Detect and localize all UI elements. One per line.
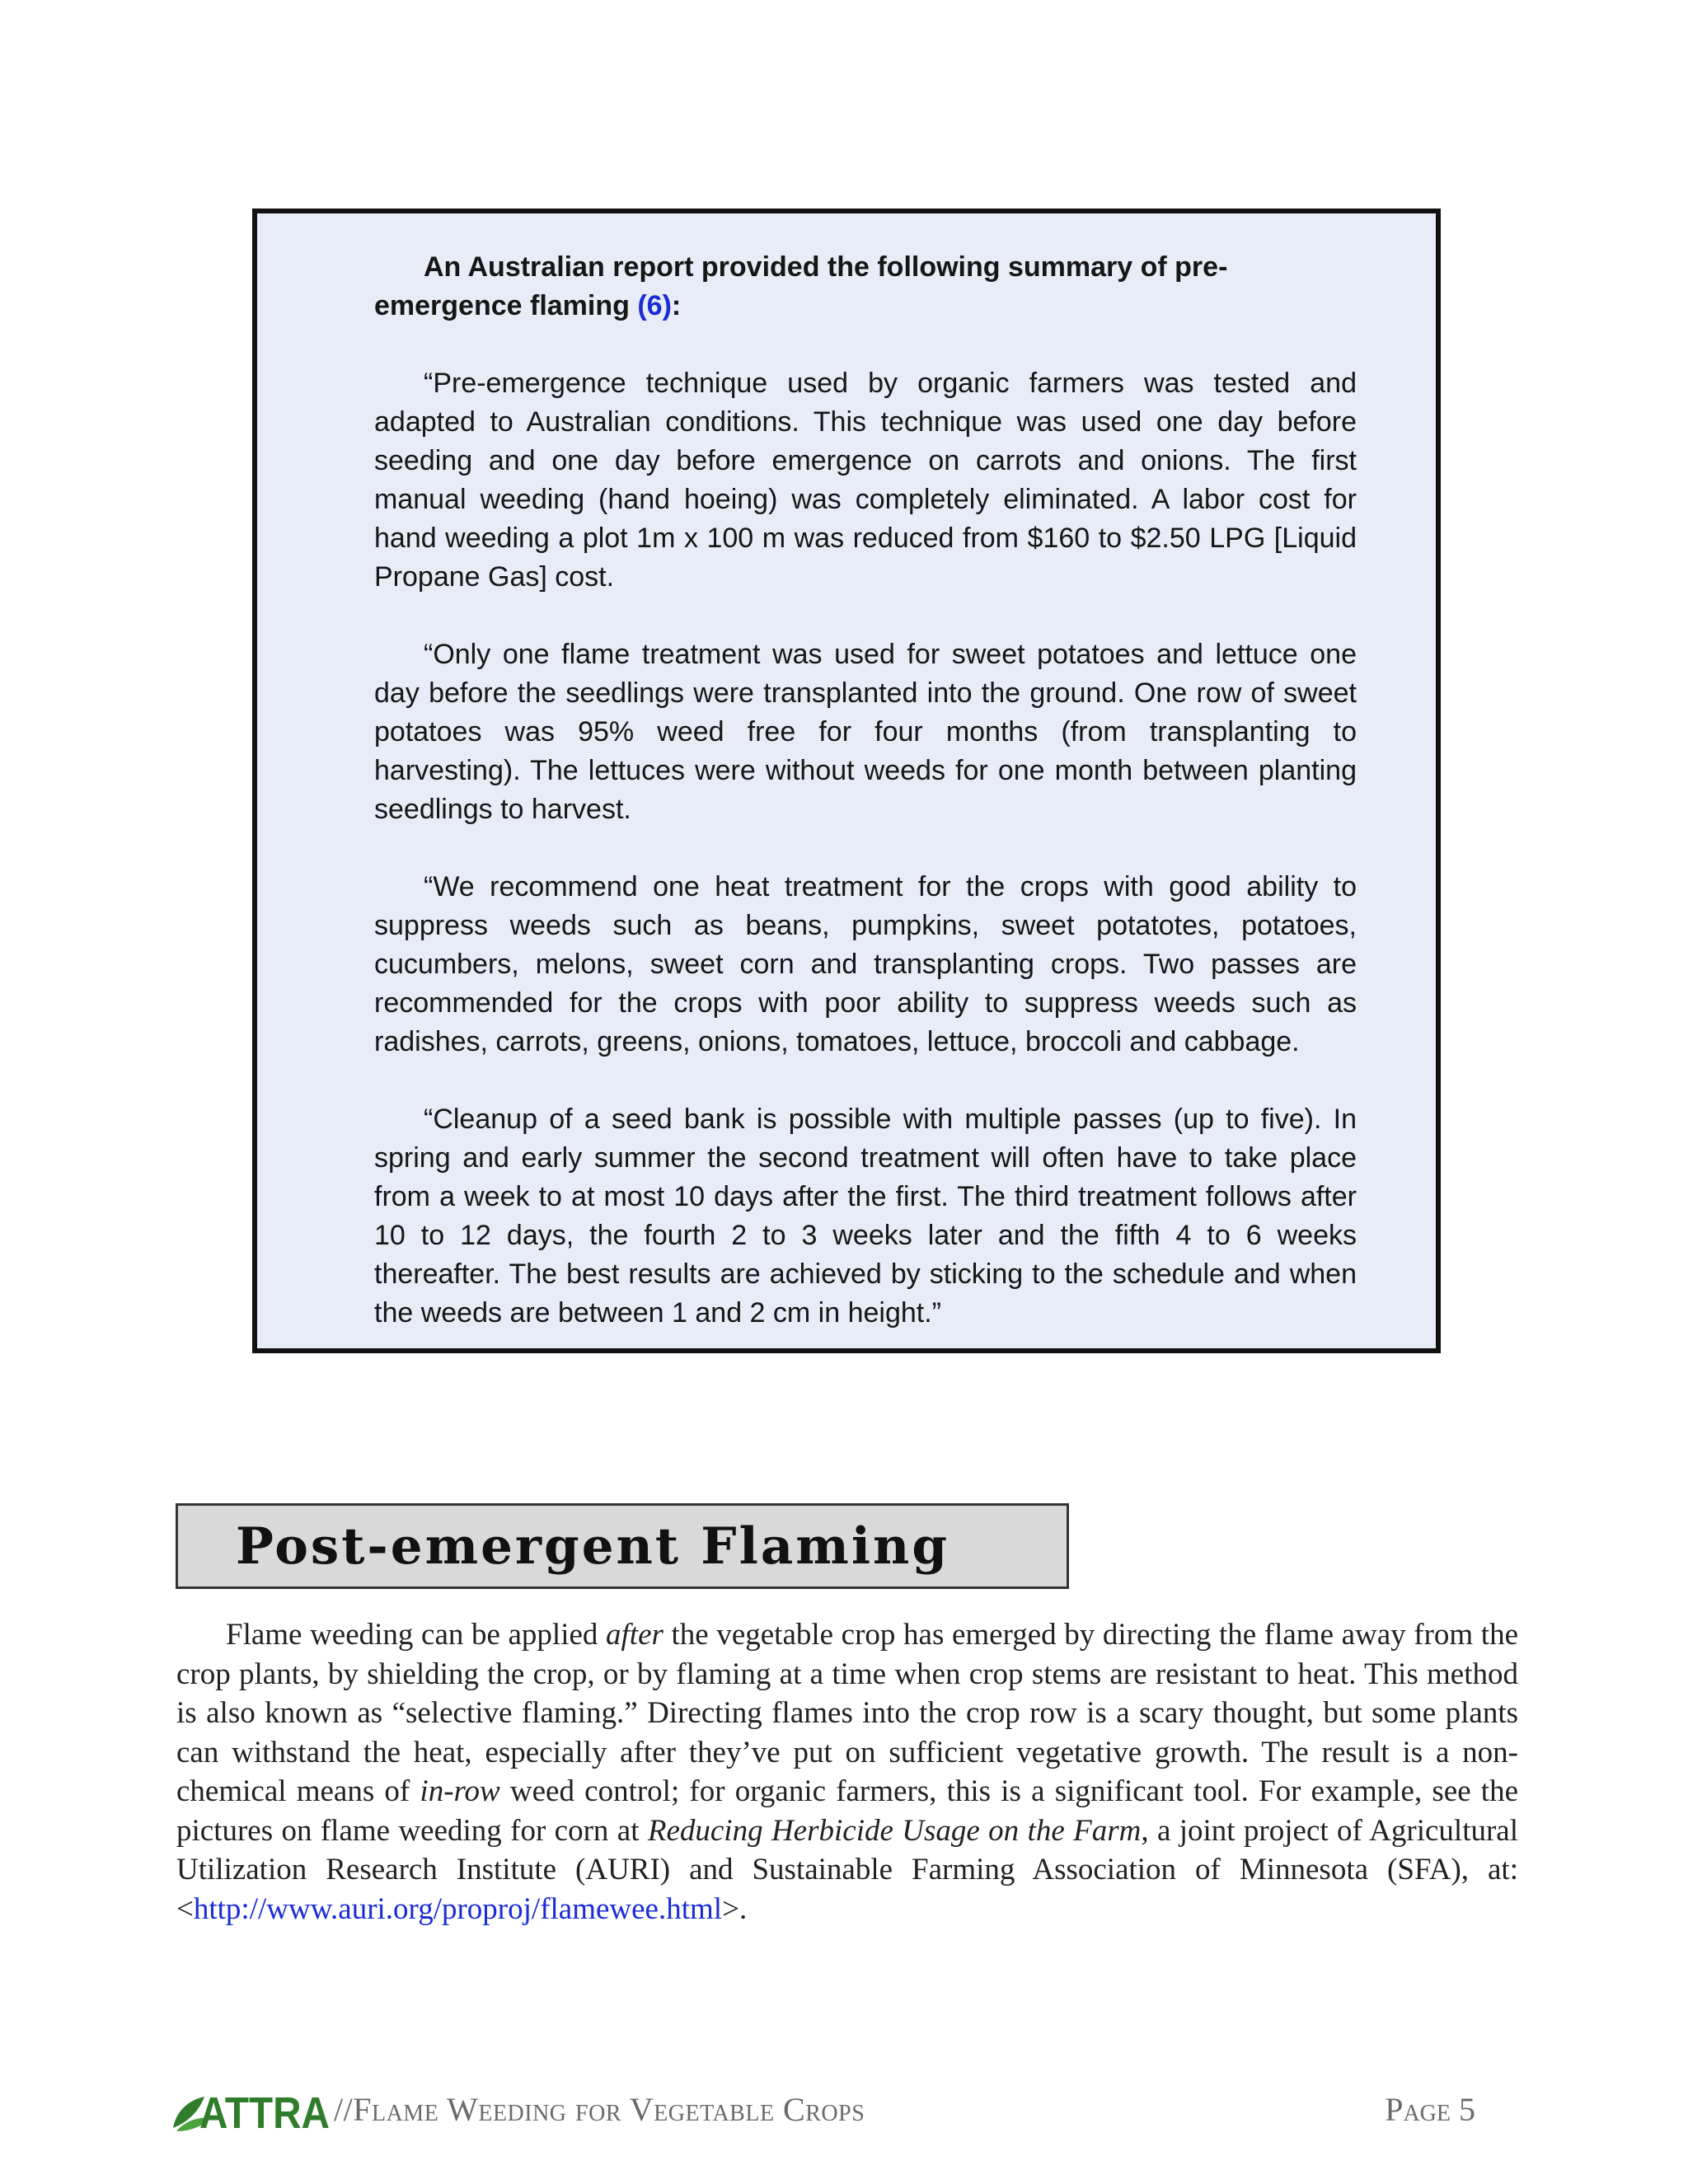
body-paragraph	[176, 1615, 1518, 1929]
body-text-e: >.	[722, 1891, 748, 1926]
page-label: Page	[1385, 2091, 1451, 2128]
section-heading: Post-emergent Flaming	[236, 1517, 950, 1576]
body-text-c: weed control; for organic farmers, this is a significant tool. For example, see the pictures on flame weeding for corn at	[176, 1774, 1519, 1848]
sidebar-intro-text: An Australian report provided the following summary of pre-emergence flaming	[374, 251, 1228, 321]
attra-logo	[171, 2085, 332, 2135]
sidebar-intro	[374, 248, 1357, 326]
body-text-a: Flame weeding can be applied	[226, 1618, 607, 1652]
sidebar-intro-colon: :	[671, 290, 682, 321]
footer-publication-title: Flame Weeding for Vegetable Crops	[353, 2091, 865, 2128]
auri-link[interactable]: http://www.auri.org/proproj/flamewee.html	[193, 1891, 723, 1926]
page-number	[1385, 2090, 1475, 2129]
sidebar-quote-1: “Pre-emergence technique used by organic farmers was tested and adapted to Australian conditions. This technique was used one day before seeding and one day before emergence on carrots and onions. The first manual weeding (hand hoeing) was completely eliminated. A labor cost for hand weeding a plot 1m x 100 m was reduced from $160 to $2.50 LPG [Liquid Propane Gas] cost.	[374, 368, 1357, 593]
body-project-title: Reducing Herbicide Usage on the Farm	[647, 1813, 1142, 1848]
body-text-b: the vegetable crop has emerged by directing the flame away from the crop plants, by shielding the crop, or by flaming at a time when crop stems are resistant to heat. This method is also known as “selective flaming.” Directing flames into the crop row is a scary thought, but some plants can withstand the heat, especially after they’ve put on sufficient vegetative growth. The result is a non-chemical means of	[176, 1618, 1519, 1808]
page-number-value: 5	[1459, 2091, 1475, 2128]
logo-text: ATTRA	[199, 2088, 330, 2135]
body-text-d: , a joint project of Agricultural Utilization Research Institute (AURI) and Sustainable Farming Association of Minnesota (SFA), at: <	[176, 1813, 1519, 1926]
sidebar-quote-2: “Only one flame treatment was used for sweet potatoes and lettuce one day before the seedlings were transplanted into the ground. One row of sweet potatoes was 95% weed free for four months (from transplanting to harvesting). The lettuces were without weeds for one month between planting seedlings to harvest.	[374, 639, 1357, 825]
sidebar-content	[374, 248, 1357, 1333]
body-emphasis-after: after	[606, 1618, 663, 1652]
footer-title	[334, 2090, 865, 2129]
sidebar-quote-4: “Cleanup of a seed bank is possible with multiple passes (up to five). In spring and early summer the second treatment will often have to take place from a week to at most 10 days after the first. The third treatment follows after 10 to 12 days, the fourth 2 to 3 weeks later and the fifth 4 to 6 weeks thereafter. The best results are achieved by sticking to the schedule and when the weeds are between 1 and 2 cm in height.”	[374, 1104, 1357, 1329]
body-emphasis-in-row: in-row	[420, 1774, 500, 1808]
reference-link[interactable]: (6)	[637, 290, 672, 321]
footer-separator: //	[334, 2091, 354, 2128]
sidebar-box	[252, 209, 1441, 1353]
section-heading-box	[176, 1503, 1069, 1589]
sidebar-quote-3: “We recommend one heat treatment for the crops with good ability to suppress weeds such as beans, pumpkins, sweet potatotes, potatoes, cucumbers, melons, sweet corn and transplanting crops. Two passes are recommended for the crops with poor ability to suppress weeds such as radishes, carrots, greens, onions, tomatoes, lettuce, broccoli and cabbage.	[374, 871, 1357, 1057]
